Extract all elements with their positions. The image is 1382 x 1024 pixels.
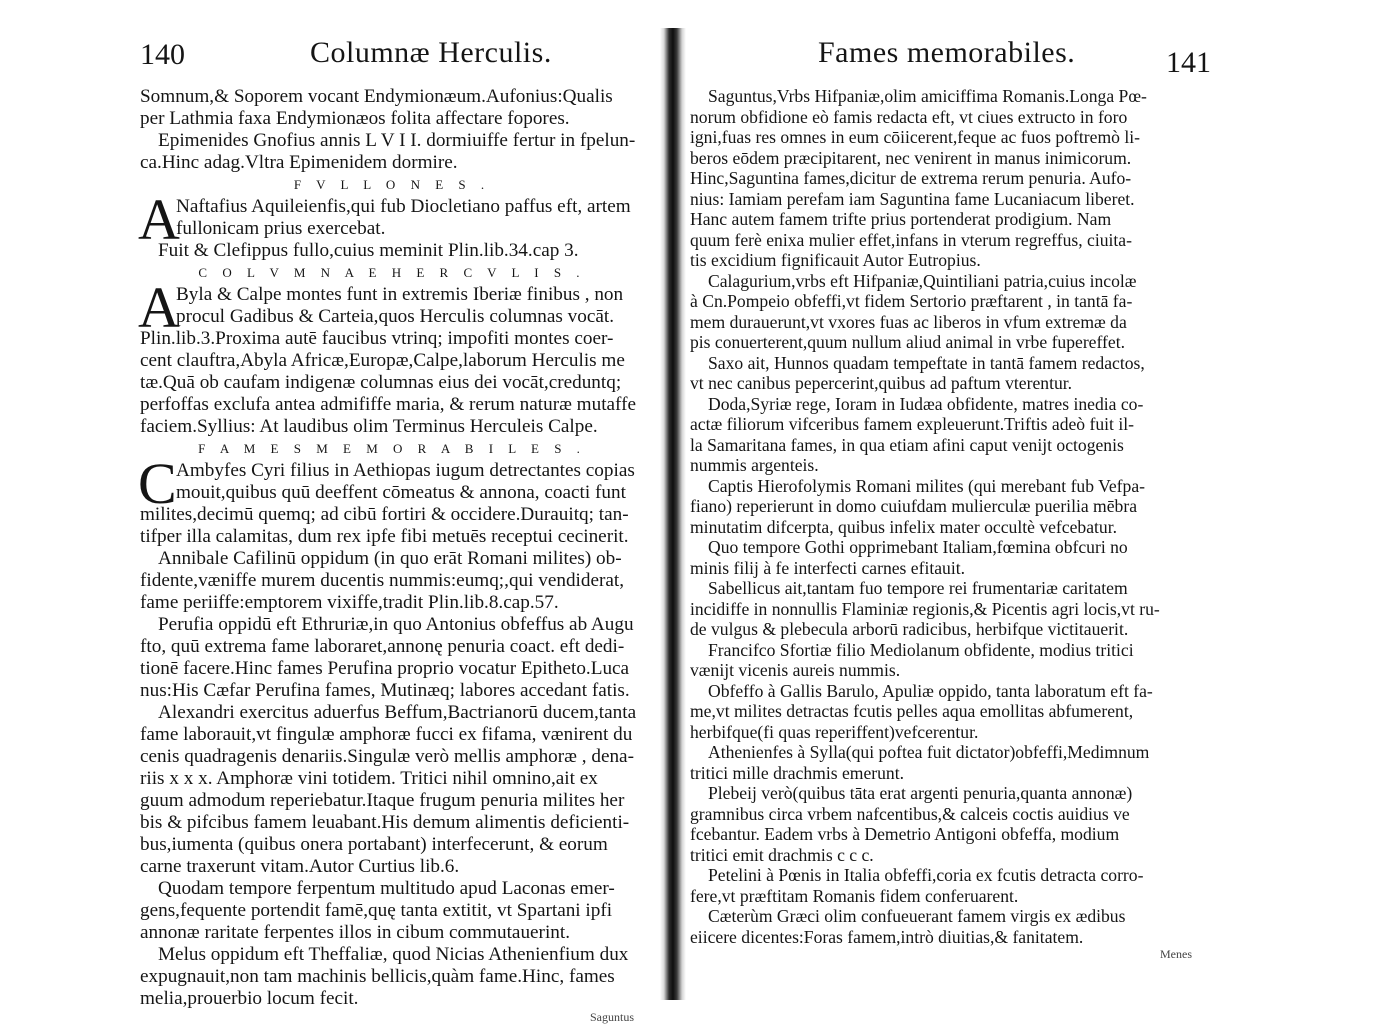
text-line: me,vt milites detractas fcutis pelles aqua emollitas abfumerent, bbox=[690, 701, 1134, 721]
text-line: Alexandri exercitus aduerfus Beffum,Bactrianorū ducem,tanta bbox=[158, 702, 637, 723]
text-line: Fuit & Clefippus fullo,cuius meminit Plin.lib.34.cap 3. bbox=[158, 240, 579, 261]
text-line: incidiffe in nonnullis Flaminiæ regionis,& Picentis agri locis,vt ru- bbox=[690, 598, 1160, 619]
section-heading: F A M E S M E M O R A B I L E S . bbox=[198, 441, 586, 456]
text-line: norum obfidione eò famis redacta eft, vt ciues extructo in foro bbox=[690, 106, 1128, 127]
left-page bbox=[0, 0, 670, 1024]
text-line: fullonicam prius exercebat. bbox=[176, 218, 386, 239]
text-line: Somnum,& Soporem vocant Endymionæum.Aufonius:Qualis bbox=[140, 86, 613, 107]
text-line: nius: Iamiam perefam iam Saguntina fame Lucaniacum liberet. bbox=[690, 188, 1135, 209]
text-line: Petelini à Pœnis in Italia obfeffi,coria ex fcutis detracta corro- bbox=[708, 865, 1144, 885]
text-line: Perufia oppidū eft Ethruriæ,in quo Antonius obfeffus ab Augu bbox=[158, 614, 634, 635]
text-line: Plebeij verò(quibus tāta erat argenti penuria,quanta annonæ) bbox=[708, 783, 1133, 803]
text-line: milites,decimū quemq; ad cibū fortiri & occidere.Durauitq; tan- bbox=[140, 504, 629, 525]
text-line: la Samaritana fames, in qua etiam afini caput venijt octogenis bbox=[690, 434, 1124, 455]
text-line: melia,prouerbio locum fecit. bbox=[140, 988, 359, 1009]
text-line: Doda,Syriæ rege, Ioram in Iudæa obfidente, matres inedia co- bbox=[708, 393, 1144, 414]
text-line: tis excidium fignificauit Autor Eutropius. bbox=[690, 250, 981, 270]
text-line: mem durauerunt,vt vxores fuas ac liberos in vfum extremæ da bbox=[690, 311, 1127, 332]
text-line: procul Gadibus & Carteia,quos Herculis columnas vocāt. bbox=[176, 306, 615, 327]
running-head-right bbox=[690, 30, 1212, 79]
text-line: Byla & Calpe montes funt in extremis Iberiæ finibus , non bbox=[176, 284, 624, 305]
text-line: riis x x x. Amphoræ vini totidem. Tritici nihil omnino,ait ex bbox=[140, 768, 598, 789]
text-line: bus,iumenta (quibus onera portabant) interfecerunt, & eorum bbox=[140, 834, 608, 855]
text-line: perfoffas exclufa antea admififfe maria, & rerum naturæ mutaffe bbox=[140, 394, 636, 415]
text-line: cent clauftra,Abyla Africæ,Europæ,Calpe,laborum Herculis me bbox=[140, 350, 625, 371]
section-heading: C O L V M N A E H E R C V L I S . bbox=[198, 265, 586, 280]
text-line: tritici mille drachmis emerunt. bbox=[690, 762, 904, 783]
text-line: herbifque(fi quas reperiffent)vefcerentur. bbox=[690, 721, 979, 742]
left-text bbox=[140, 86, 654, 1024]
text-line: nummis argenteis. bbox=[690, 455, 819, 475]
text-line: Hanc autem famem trifte prius portenderat prodigium. Nam bbox=[690, 209, 1112, 229]
text-line: Cæterùm Græci olim confueuerant famem virgis ex ædibus bbox=[708, 906, 1126, 926]
text-line: nus:His Cæfar Perufina fames, Mutinæq; labores accedant fatis. bbox=[140, 680, 630, 701]
text-line: Sabellicus ait,tantam fuo tempore rei frumentariæ caritatem bbox=[708, 578, 1128, 598]
drop-cap: C bbox=[138, 451, 177, 516]
book-gutter bbox=[660, 28, 686, 1000]
text-line: fto, quū extrema fame laboraret,annonę penuria coact. eft dedi- bbox=[140, 636, 625, 657]
text-line: fiano) reperierunt in domo cuiufdam mulierculæ puerilia mēbra bbox=[690, 496, 1138, 516]
text-line: Saxo ait, Hunnos quadam tempeftate in tantā famem redactos, bbox=[708, 352, 1145, 373]
right-page bbox=[686, 0, 1382, 1000]
text-line: Epimenides Gnofius annis L V I I. dormiuiffe fertur in fpelun- bbox=[158, 130, 636, 151]
text-line: vænijt vicenis aureis nummis. bbox=[690, 660, 901, 680]
text-line: beros eōdem præcipitarent, nec venirent in manus inimicorum. bbox=[690, 147, 1132, 168]
text-line: Melus oppidum eft Theffaliæ, quod Nicias Athenienfium dux bbox=[158, 944, 629, 965]
text-line: cenis quadragenis denariis.Singulæ verò mellis amphoræ , dena- bbox=[140, 746, 634, 767]
text-line: minutatim difcerpta, quibus infelix mater occultè vefcebatur. bbox=[690, 516, 1117, 537]
text-line: Quodam tempore ferpentum multitudo apud Laconas emer- bbox=[158, 878, 615, 899]
right-text bbox=[690, 86, 1212, 947]
text-line: mouit,quibus quū deeffent cōmeatus & annona, coacti funt bbox=[176, 482, 626, 503]
text-line: fere,vt præftitam Romanis fidem conferuarent. bbox=[690, 885, 1019, 906]
text-line: Athenienfes à Sylla(qui poftea fuit dictator)obfeffi,Medimnum bbox=[708, 742, 1150, 762]
text-line: bis & pifcibus famem leuabant.His demum alimentis deficienti- bbox=[140, 812, 630, 833]
text-line: tifper illa calamitas, dum rex ipfe fibi metuēs receptui cecinerit. bbox=[140, 526, 629, 547]
section-heading: F V L L O N E S . bbox=[293, 177, 491, 192]
text-line: annonæ raritate ferpentes illos in cibum commutauerint. bbox=[140, 922, 570, 943]
text-line: expugnauit,non tam machinis bellicis,quàm fame.Hinc, fames bbox=[140, 966, 615, 987]
text-line: tæ.Quā ob caufam indigenæ columnas eius dei vocāt,creduntq; bbox=[140, 372, 622, 393]
page-number: 141 bbox=[1166, 46, 1211, 79]
text-line: fcebantur. Eadem vrbs à Demetrio Antigoni obfeffa, modium bbox=[690, 824, 1120, 844]
text-line: eiicere dicentes:Foras famem,intrò diuitias,& fanitatem. bbox=[690, 926, 1084, 947]
text-line: de vulgus & plebecula arborū radicibus, herbifque victitauerit. bbox=[690, 619, 1129, 639]
running-head-left bbox=[140, 30, 654, 76]
text-line: tritici emit drachmis c c c. bbox=[690, 844, 874, 865]
catchword: Menes bbox=[1160, 947, 1192, 961]
text-line: fidente,væniffe murem ducentis nummis:eumq;,qui vendiderat, bbox=[140, 570, 625, 591]
text-line: fame periiffe:emptorem vixiffe,tradit Plin.lib.8.cap.57. bbox=[140, 592, 559, 613]
text-line: pis conuerterent,quum nullum aliud animal in vrbe fupereffet. bbox=[690, 332, 1125, 352]
text-line: gens,fequente portendit famē,quę tanta extitit, vt Spartani ipfi bbox=[140, 900, 613, 921]
text-line: minis filij à fe interfecti carnes efitauit. bbox=[690, 557, 966, 578]
text-line: Plin.lib.3.Proxima autē faucibus vtrinq; impofiti montes coer- bbox=[140, 328, 614, 349]
text-line: Naftafius Aquileienfis,qui fub Diocletiano paffus eft, artem bbox=[176, 196, 631, 217]
text-line: guum admodum reperiebatur.Itaque frugum penuria milites her bbox=[140, 790, 625, 811]
text-line: fame laborauit,vt fingulæ amphoræ fucci ex fifama, vænirent du bbox=[140, 724, 633, 745]
running-title: Fames memorabiles. bbox=[818, 36, 1076, 69]
text-line: carne traxerunt vitam.Autor Curtius lib.6. bbox=[140, 856, 460, 877]
running-title: Columnæ Herculis. bbox=[310, 36, 552, 69]
text-line: Saguntus,Vrbs Hifpaniæ,olim amiciffima Romanis.Longa Pœ- bbox=[708, 86, 1147, 106]
text-line: à Cn.Pompeio obfeffi,vt fidem Sertorio præftarent , in tantā fa- bbox=[690, 291, 1133, 311]
text-line: tionē facere.Hinc fames Perufina proprio vocatur Epitheto.Luca bbox=[140, 658, 630, 679]
text-line: per Lathmia faxa Endymionæos folita affectare fopores. bbox=[140, 108, 570, 129]
text-line: Captis Hierofolymis Romani milites (qui merebant fub Vefpa- bbox=[708, 475, 1145, 496]
text-line: Calagurium,vrbs eft Hifpaniæ,Quintiliani patria,cuius incolæ bbox=[708, 270, 1137, 291]
text-line: Annibale Cafilinū oppidum (in quo erāt Romani milites) ob- bbox=[158, 548, 622, 569]
catchword: Saguntus bbox=[589, 1010, 634, 1024]
text-line: Obfeffo à Gallis Barulo, Apuliæ oppido, tanta laboratum eft fa- bbox=[708, 680, 1153, 701]
text-line: Ambyfes Cyri filius in Aethiopas iugum detrectantes copias bbox=[176, 460, 635, 481]
text-line: gramnibus circa vrbem nafcentibus,& calceis coctis auidius ve bbox=[690, 803, 1130, 824]
page-number: 140 bbox=[140, 38, 185, 71]
text-line: vt nec canibus pepercerint,quibus ad paftum vterentur. bbox=[690, 373, 1073, 393]
text-line: actæ filiorum vifceribus famem expleuerunt.Triftis adeò fuit il- bbox=[690, 414, 1134, 434]
text-line: Francifco Sfortiæ filio Mediolanum obfidente, modius tritici bbox=[708, 639, 1134, 660]
text-line: igni,fuas res omnes in eum cōiicerent,feque ac fuos poftremò li- bbox=[690, 127, 1140, 147]
text-line: ca.Hinc adag.Vltra Epimenidem dormire. bbox=[140, 152, 458, 173]
text-line: quum ferè enixa mulier effet,infans in vterum regreffus, ciuita- bbox=[690, 229, 1132, 250]
text-line: Hinc,Saguntina fames,dicitur de extrema rerum penuria. Aufo- bbox=[690, 168, 1132, 188]
text-line: Quo tempore Gothi opprimebant Italiam,fœmina obfcuri no bbox=[708, 537, 1128, 557]
drop-cap: A bbox=[138, 275, 180, 340]
text-line: faciem.Syllius: At laudibus olim Terminus Herculeis Calpe. bbox=[140, 416, 598, 437]
drop-cap: A bbox=[138, 187, 180, 252]
